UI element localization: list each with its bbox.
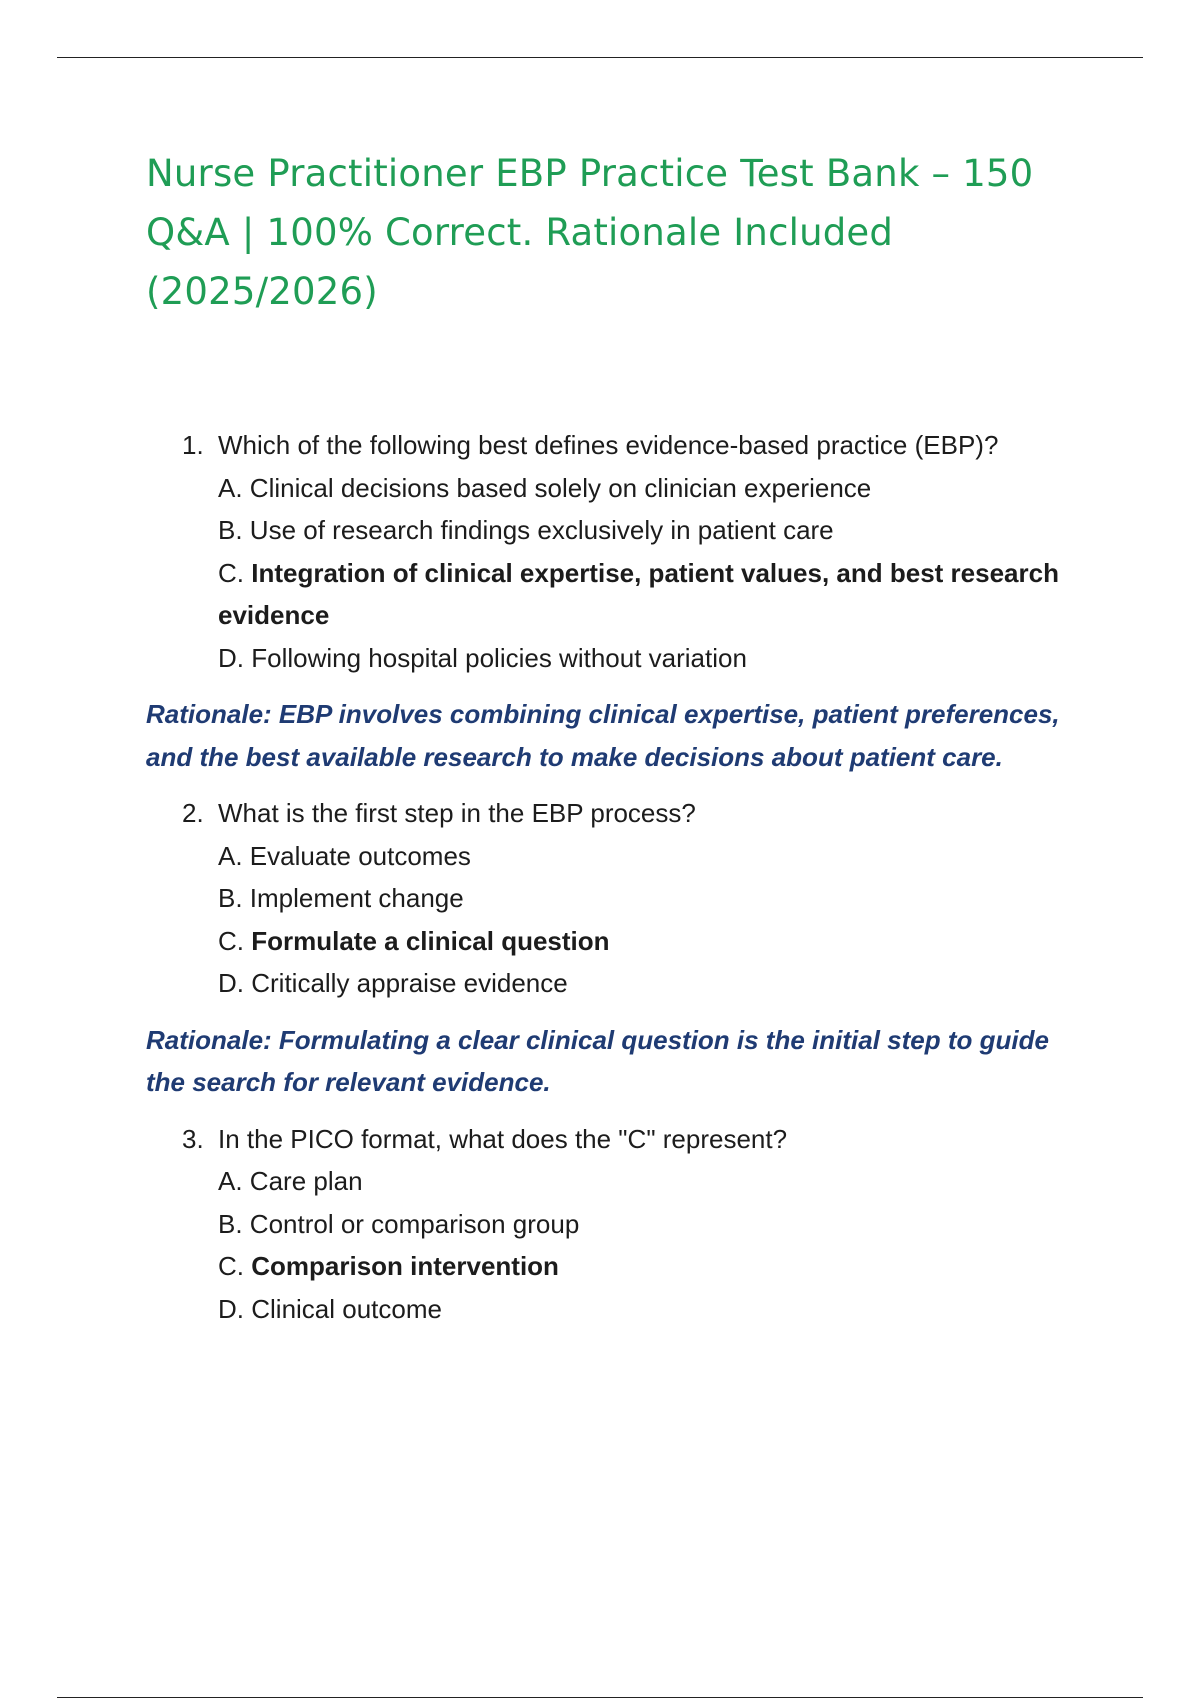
option-text: Critically appraise evidence <box>251 968 568 998</box>
correct-answer-option <box>218 1245 1070 1288</box>
rationale-text: Rationale: EBP involves combining clinical expertise, patient preferences, and the best available research to make decisions about patient care. <box>146 699 1060 772</box>
question-item <box>0 1118 1200 1331</box>
option-letter: D. <box>218 968 252 998</box>
question-stem <box>182 792 1070 835</box>
option-letter: A. <box>218 840 250 871</box>
option-letter: D. <box>218 1293 252 1324</box>
header-rule <box>57 57 1143 58</box>
option-letter: B. <box>218 883 250 913</box>
option-letter: C. <box>218 925 252 956</box>
option-letter: C. <box>218 557 252 588</box>
option-text: Clinical decisions based solely on clinician experience <box>249 472 872 503</box>
option-letter: A. <box>218 1166 250 1196</box>
correct-answer-option <box>218 920 1070 963</box>
question-text: In the PICO format, what does the "C" represent? <box>218 1123 788 1154</box>
option-letter: A. <box>218 472 250 503</box>
question-item <box>0 424 1200 679</box>
correct-answer-option <box>218 552 1070 637</box>
question-list <box>0 424 1200 1330</box>
option-text: Integration of clinical expertise, patient values, and best research evidence <box>218 557 1059 630</box>
option-text: Implement change <box>249 883 464 913</box>
answer-option <box>218 835 1070 878</box>
question-stem <box>182 424 1070 467</box>
option-text: Formulate a clinical question <box>251 925 610 956</box>
option-letter: D. <box>218 642 252 673</box>
answer-option <box>218 877 1070 920</box>
question-item <box>0 792 1200 1005</box>
rationale-text: Rationale: Formulating a clear clinical question is the initial step to guide the search for relevant evidence. <box>146 1024 1049 1097</box>
option-text: Use of research findings exclusively in patient care <box>249 515 834 545</box>
option-text: Following hospital policies without variation <box>251 642 747 673</box>
option-text: Evaluate outcomes <box>249 840 471 871</box>
answer-option <box>218 637 1070 680</box>
option-text: Control or comparison group <box>249 1208 580 1239</box>
question-number: 2. <box>182 798 204 828</box>
question-text: What is the first step in the EBP process? <box>218 798 696 828</box>
option-text: Clinical outcome <box>251 1293 442 1324</box>
answer-option <box>218 1288 1070 1331</box>
option-letter: B. <box>218 515 250 545</box>
question-text: Which of the following best defines evidence-based practice (EBP)? <box>218 430 999 460</box>
question-stem <box>182 1118 1070 1161</box>
question-number: 3. <box>182 1123 204 1154</box>
document-title: Nurse Practitioner EBP Practice Test Bank – 150 Q&A | 100% Correct. Rationale Included (2025/2026) <box>146 152 1034 313</box>
answer-option <box>218 1203 1070 1246</box>
answer-option <box>218 962 1070 1005</box>
answer-option <box>218 509 1070 552</box>
option-letter: B. <box>218 1208 250 1239</box>
option-letter: C. <box>218 1251 252 1281</box>
option-text: Care plan <box>249 1166 363 1196</box>
answer-option <box>218 1160 1070 1203</box>
answer-option <box>218 467 1070 510</box>
footer-rule <box>57 1697 1143 1698</box>
option-text: Comparison intervention <box>251 1251 559 1281</box>
question-number: 1. <box>182 430 204 460</box>
